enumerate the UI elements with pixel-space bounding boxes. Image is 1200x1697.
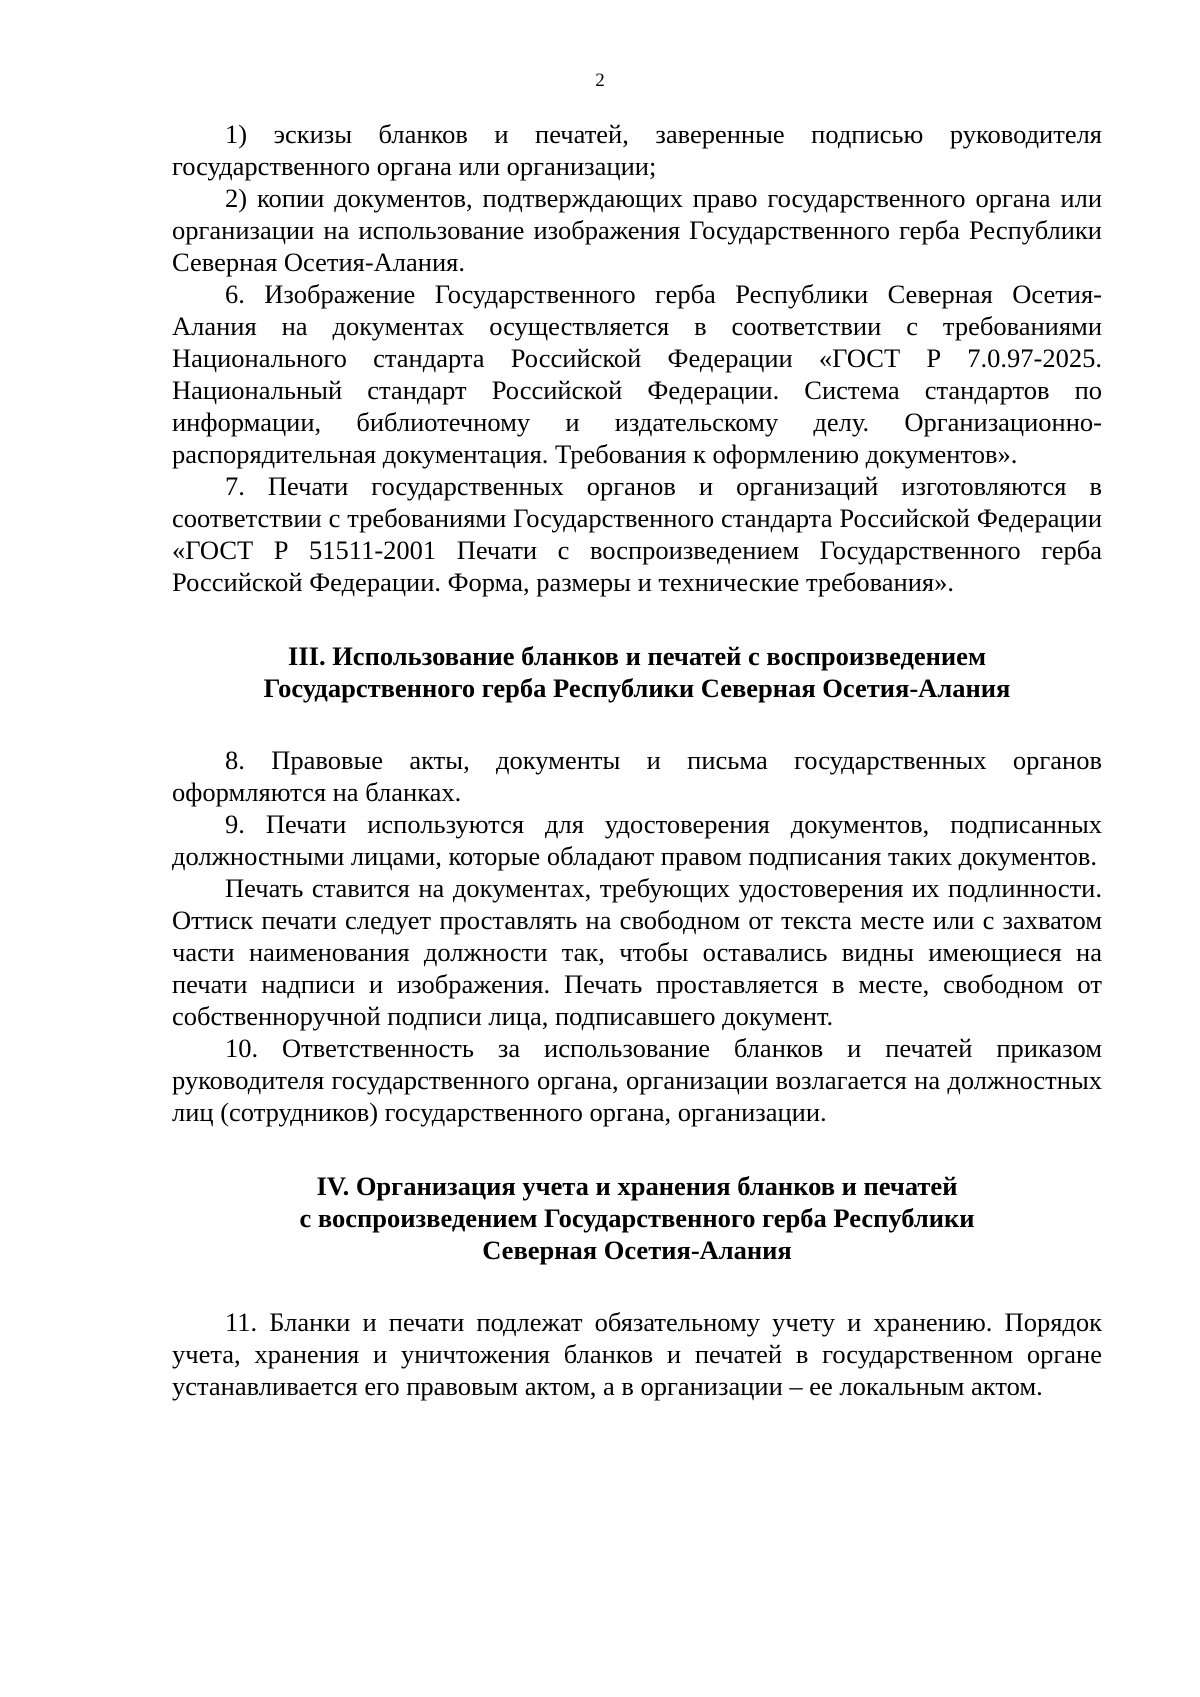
section-3-heading [172, 640, 1102, 704]
paragraph-9-seals-usage: 9. Печати используются для удостоверения документов, подписанных должностными лицами, которые обладают правом подписания таких документов. [172, 809, 1102, 871]
section-4-heading-line-2: с воспроизведением Государственного герба Республики [299, 1203, 975, 1233]
paragraph-7-seals-manufacture: 7. Печати государственных органов и организаций изготовляются в соответствии с требованиями Государственного стандарта Российской Федерации «ГОСТ Р 51511-2001 Печати с воспроизведением Государственного герба Российской Федерации. Форма, размеры и технические требования». [172, 471, 1102, 597]
paragraph-6-emblem-on-documents: 6. Изображение Государственного герба Республики Северная Осетия-Алания на документах осуществляется в соответствии с требованиями Национального стандарта Российской Федерации «ГОСТ Р 7.0.97-2025. Национальный стандарт Российской Федерации. Система стандартов по информации, библиотечному и издательскому делу. Организационно-распорядительная документация. Требования к оформлению документов». [172, 279, 1102, 469]
paragraph-11-accounting-storage: 11. Бланки и печати подлежат обязательному учету и хранению. Порядок учета, хранения и уничтожения бланков и печатей в государственном органе устанавливается его правовым актом, а в организации – ее локальным актом. [172, 1307, 1102, 1401]
section-3-heading-line-2: Государственного герба Республики Северная Осетия-Алания [263, 673, 1011, 703]
section-4-heading [172, 1170, 1102, 1266]
spacer [172, 1128, 1102, 1170]
paragraph-seal-placement: Печать ставится на документах, требующих удостоверения их подлинности. Оттиск печати следует проставлять на свободном от текста месте или с захватом части наименования должности так, чтобы оставались видны имеющиеся на печати надписи и изображения. Печать проставляется в месте, свободном от собственноручной подписи лица, подписавшего документ. [172, 873, 1102, 1031]
paragraph-10-responsibility: 10. Ответственность за использование бланков и печатей приказом руководителя государственного органа, организации возлагается на должностных лиц (сотрудников) государственного органа, организации. [172, 1033, 1102, 1127]
spacer [172, 1266, 1102, 1306]
page-number: 2 [595, 70, 605, 91]
spacer [172, 598, 1102, 640]
section-3-heading-line-1: III. Использование бланков и печатей с воспроизведением [288, 641, 986, 671]
section-4-heading-line-3: Северная Осетия-Алания [482, 1235, 792, 1265]
document-body [172, 118, 1102, 1402]
section-4-heading-line-1: IV. Организация учета и хранения бланков и печатей [316, 1171, 958, 1201]
spacer [172, 704, 1102, 744]
paragraph-document-copies: 2) копии документов, подтверждающих право государственного органа или организации на использование изображения Государственного герба Республики Северная Осетия-Алания. [172, 183, 1102, 277]
paragraph-8-legal-acts: 8. Правовые акты, документы и письма государственных органов оформляются на бланках. [172, 745, 1102, 807]
paragraph-sketches: 1) эскизы бланков и печатей, заверенные подписью руководителя государственного органа или организации; [172, 119, 1102, 181]
